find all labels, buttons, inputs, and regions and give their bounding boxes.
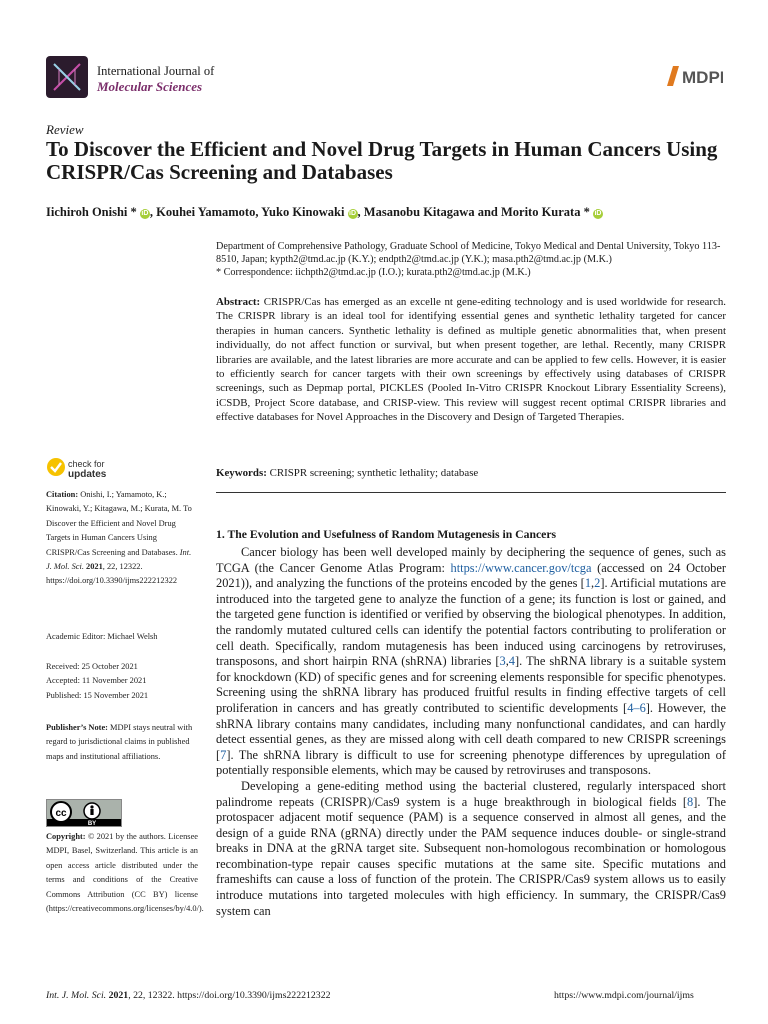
journal-name-line1: International Journal of bbox=[97, 64, 215, 78]
orcid-icon[interactable]: iD bbox=[594, 210, 602, 217]
paragraph-text: Developing a gene-editing method using the bacterial clustered, regularly interspaced short palindrome repeats (CRISPR)/Cas9 system is a huge breakthrough in biological fields [ bbox=[216, 778, 726, 809]
footer-url[interactable]: https://www.mdpi.com/journal/ijms bbox=[554, 990, 694, 1001]
citation-journal: Int. J. Mol. Sci. bbox=[46, 547, 192, 572]
citation-link[interactable]: 3 bbox=[499, 654, 506, 669]
received-date: Received: 25 October 2021 bbox=[46, 662, 138, 671]
footer-doi[interactable]: , 22, 12322. https://doi.org/10.3390/ijms222212322 bbox=[128, 990, 331, 1001]
copyright-block bbox=[46, 830, 204, 916]
author-1[interactable]: Iichiroh Onishi * iD bbox=[46, 205, 149, 219]
published-date: Published: 15 November 2021 bbox=[46, 690, 149, 700]
copyright-text: © 2021 by the authors. Licensee MDPI, Basel, Switzerland. This article is an open access article distributed under the terms and conditions of the Creative Commons Attribution (CC BY) license (https://creativecommons.org/licenses/by/4.0/). bbox=[46, 832, 204, 914]
journal-logo bbox=[46, 56, 88, 98]
orcid-icon[interactable]: iD bbox=[141, 210, 149, 217]
mdpi-logo-text: MDPI bbox=[682, 68, 723, 87]
mdpi-logo bbox=[665, 64, 723, 93]
footer-citation bbox=[46, 990, 331, 1001]
paragraph-text: ]. The shRNA library is a suitable system for knockdown (KD) of specific genes and for screening elements responsible for specific phenotypes. Screening using the shRNA library has produced fruitful results in finding effective targets of cell proliferation in cancers and has greatly contributed to scientific developments [ bbox=[216, 654, 726, 715]
citation-link[interactable]: 4–6 bbox=[627, 700, 646, 715]
citation-link[interactable]: 2 bbox=[594, 576, 601, 591]
cc-icon: cc bbox=[55, 808, 67, 819]
paragraph-text: (accessed on 24 October 2021)), and analyzing the functions of the proteins encoded by the genes [ bbox=[216, 560, 727, 591]
footer-journal: Int. J. Mol. Sci. bbox=[46, 990, 107, 1001]
journal-name bbox=[97, 64, 214, 94]
section-heading: 1. The Evolution and Usefulness of Random Mutagenesis in Cancers bbox=[216, 528, 557, 541]
author-4[interactable]: Masanobu Kitagawa and Morito Kurata * iD bbox=[363, 205, 602, 219]
paragraph-text: ]. The protospacer adjacent motif sequence (PAM) is a sequence conserved in almost all genes, and the design of a guide RNA (gRNA) directly under the PAM sequence induces double- or single-strand breaks in DNA at the gRNA target site. Subsequent non-homologous recombination or homologous recombination-type repair causes specific mutations at the same site. Specific mutations and frameshifts can cause a loss of function of the protein. The CRISPR/Cas9 system allows us to easily introduce mutations into targeted molecules with high efficiency. In summary, the CRISPR/Cas9 system can bbox=[216, 794, 726, 918]
academic-editor: Academic Editor: Michael Welsh bbox=[46, 632, 158, 641]
dates-block bbox=[46, 660, 198, 703]
citation-label: Citation: bbox=[46, 490, 79, 499]
person-icon bbox=[90, 805, 93, 808]
check-line2: updates bbox=[68, 469, 107, 480]
publisher-note bbox=[46, 721, 198, 764]
correspondence: * Correspondence: iichpth2@tmd.ac.jp (I.O.); kurata.pth2@tmd.ac.jp (M.K.) bbox=[216, 267, 531, 278]
copyright-label: Copyright: bbox=[46, 832, 86, 841]
check-for-updates-button[interactable] bbox=[68, 459, 106, 480]
citation-link[interactable]: https://www.cancer.gov/tcga bbox=[450, 560, 592, 575]
paragraph-text: ]. Artificial mutations are introduced into the targeted gene to analyze the function of a gene; its function is lost or gained, and the targeted gene function is identified or verified by observing the biological phenotypes. In addition, the randomly mutated cultured cells can identify the potential factors contributing to proliferation or cell death. Specifically, random mutagenesis has been induced using carcinogens by retroviruses, transposons, and short hairpin RNA (shRNA) libraries [ bbox=[216, 576, 726, 669]
paragraph-text: , bbox=[591, 576, 595, 591]
citation-year: 2021 bbox=[86, 562, 103, 572]
abstract-text: CRISPR/Cas has emerged as an excelle nt gene-editing technology and is used worldwide for research. The CRISPR library is an ideal tool for identifying essential genes and synthetic lethality targeted for cancer therapies in human cancers. Synthetic lethality is defined as multiple genetic abnormalities that, when present individually, do not affect function or survival, but when present together, are lethal. Recently, many CRISPR libraries are available, and the latest libraries are more accurate and can be applied to few cells. However, it is easier to efficiently search for cancer targets with their own screenings by effectively using databases of CRISPR screenings, such as Depmap portal, PICKLES (Pooled In-Vitro CRISPR Knockout Library Essentiality Screens), iCSDB, Project Score database, and CRISP-view. This review will suggest recent optimal CRISPR libraries and effective databases for Novel Approaches in the Discovery and Design of Targeted Therapies. bbox=[216, 296, 726, 424]
body-text bbox=[216, 545, 726, 919]
author-list: Iichiroh Onishi * iD , Kouhei Yamamoto, Yuko Kinowaki iD , Masanobu Kitagawa and Morito Kurata * iD bbox=[46, 205, 602, 219]
publisher-note-label: Publisher’s Note: bbox=[46, 723, 108, 732]
author-3[interactable]: Yuko Kinowaki iD bbox=[261, 205, 357, 219]
keywords bbox=[216, 466, 726, 480]
orcid-icon[interactable]: iD bbox=[349, 210, 357, 217]
citation-block bbox=[46, 488, 198, 589]
abstract bbox=[216, 295, 726, 425]
citation-link[interactable]: 4 bbox=[508, 654, 515, 669]
article-title: To Discover the Efficient and Novel Drug Targets in Human Cancers Using CRISPR/Cas Screening and Databases bbox=[46, 137, 718, 184]
journal-name-line2: Molecular Sciences bbox=[97, 79, 203, 94]
paragraph-text: , bbox=[505, 654, 509, 669]
affiliation: Department of Comprehensive Pathology, Graduate School of Medicine, Tokyo Medical and Dental University, Tokyo 113-8510, Japan; kypth2@tmd.ac.jp (K.Y.); endpth2@tmd.ac.jp (Y.K.); masa.pth2@tmd.ac.jp (M.K.) bbox=[216, 241, 721, 265]
paragraph-2 bbox=[216, 779, 726, 919]
author-2[interactable]: Kouhei Yamamoto bbox=[156, 205, 256, 219]
citation-doi[interactable]: , 22, 12322. https://doi.org/10.3390/ijms222212322 bbox=[46, 562, 178, 586]
citation-link[interactable]: 1 bbox=[584, 576, 592, 591]
paragraph-text: ]. However, the shRNA library contains many candidates, including many nonfunctional candidates, and can hardly detect essential genes, as they are missed along with cell death compared to new CRISPR screenings [ bbox=[216, 700, 727, 762]
check-for-updates-icon[interactable] bbox=[46, 456, 66, 483]
publisher-note-text: MDPI stays neutral with regard to jurisdictional claims in published maps and institutional affiliations. bbox=[46, 723, 193, 761]
article-type: Review bbox=[46, 122, 84, 137]
abstract-label: Abstract: bbox=[216, 296, 261, 308]
footer-year: 2021 bbox=[108, 990, 129, 1001]
keywords-label: Keywords: bbox=[216, 467, 267, 479]
paragraph-text: ]. The shRNA library is difficult to use for screening phenotype differences by upregulation of potentially responsible elements, which may be caused by retroviruses and transposons. bbox=[216, 747, 726, 778]
citation-link[interactable]: 7 bbox=[220, 747, 227, 762]
check-line1: check for bbox=[68, 459, 105, 469]
paragraph-1 bbox=[216, 545, 726, 779]
citation-link[interactable]: 8 bbox=[687, 794, 694, 809]
cc-by-license-badge[interactable] bbox=[46, 799, 122, 827]
by-label: BY bbox=[87, 821, 97, 826]
paragraph-text: Cancer biology has been well developed mainly by deciphering the sequence of genes, such as TCGA (the Cancer Genome Atlas Program: bbox=[216, 545, 726, 575]
divider bbox=[216, 492, 726, 493]
accepted-date: Accepted: 11 November 2021 bbox=[46, 676, 147, 686]
affiliation-block bbox=[216, 240, 726, 279]
keywords-text: CRISPR screening; synthetic lethality; database bbox=[269, 467, 479, 479]
citation-text: Onishi, I.; Yamamoto, K.; Kinowaki, Y.; Kitagawa, M.; Kurata, M. To Discover the Efficient and Novel Drug Targets in Human Cancers Using CRISPR/Cas Screening and Databases. bbox=[46, 490, 192, 557]
